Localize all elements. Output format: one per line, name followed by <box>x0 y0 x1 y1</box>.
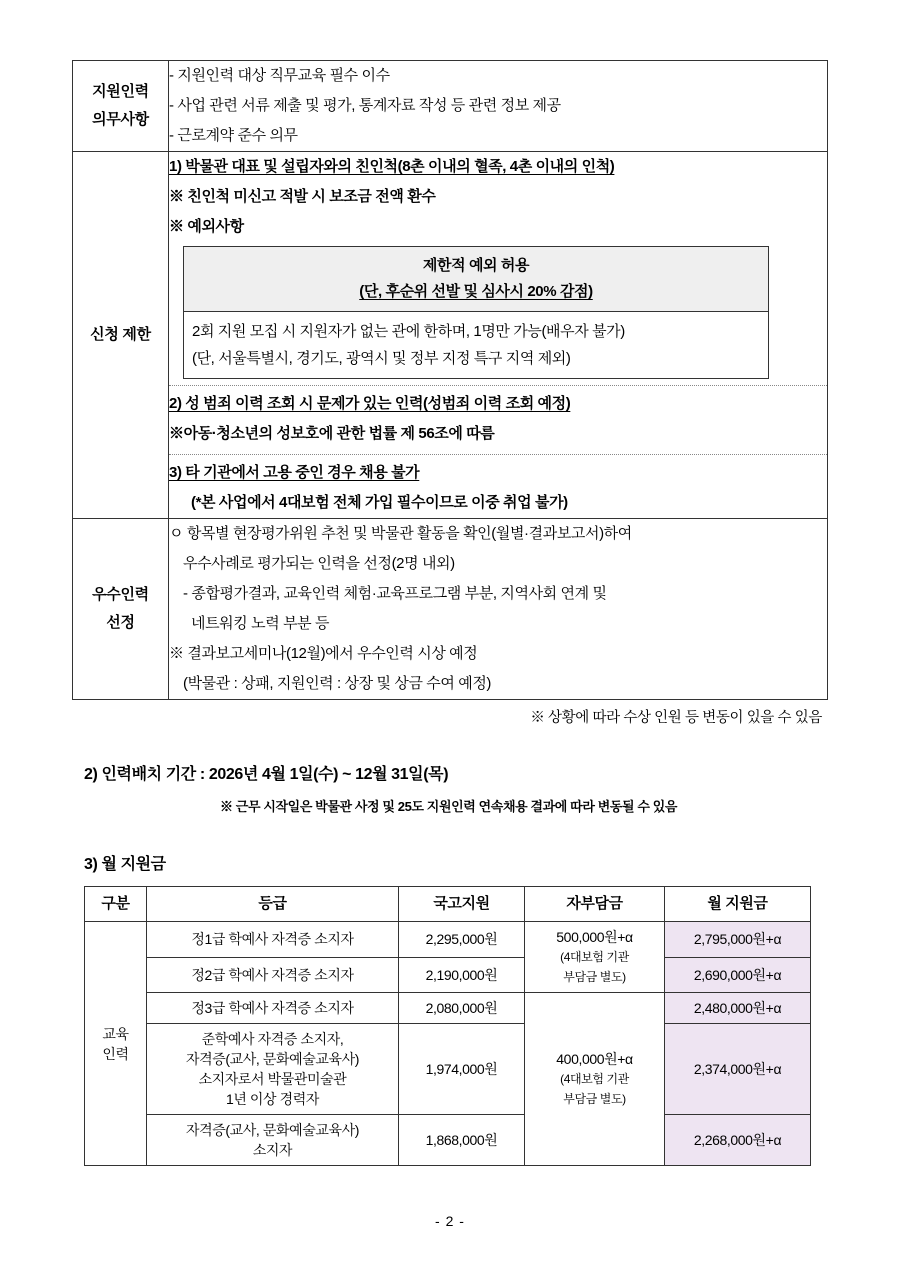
grade-line: 자격증(교사, 문화예술교육사) <box>186 1122 359 1138</box>
exception-box <box>183 246 769 379</box>
national-cell: 2,190,000원 <box>399 957 525 993</box>
grade-line: 자격증(교사, 문화예술교육사) <box>186 1051 359 1067</box>
monthly-cell: 2,480,000원+α <box>665 993 811 1024</box>
excellent-line: 우수사례로 평가되는 인력을 선정(2명 내외) <box>183 555 455 572</box>
column-header-selfpay: 자부담금 <box>525 887 665 922</box>
section-3-heading: 3) 월 지원금 <box>84 856 166 873</box>
exception-body-row <box>184 312 769 379</box>
table-row <box>85 1024 811 1115</box>
table-row <box>85 957 811 993</box>
restriction-item2-note: ※아동·청소년의 성보호에 관한 법률 제 56조에 따름 <box>169 425 495 442</box>
selfpay-line: 부담금 별도) <box>563 970 626 984</box>
column-header-monthly: 월 지원금 <box>665 887 811 922</box>
row-label-line: 지원인력 <box>92 83 149 100</box>
selfpay-line: 400,000원+α <box>556 1051 633 1067</box>
duty-line: - 근로계약 준수 의무 <box>169 127 298 144</box>
restriction-item1-note1: ※ 친인척 미신고 적발 시 보조금 전액 환수 <box>169 188 436 205</box>
grade-line: 준학예사 자격증 소지자, <box>201 1031 344 1047</box>
page-number: - 2 - <box>435 1213 465 1229</box>
selfpay-line: (4대보험 기관 <box>560 950 629 964</box>
excellent-line: ※ 결과보고세미나(12월)에서 우수인력 시상 예정 <box>169 645 478 662</box>
selfpay-line: (4대보험 기관 <box>560 1072 629 1086</box>
column-header-grade: 등급 <box>147 887 399 922</box>
exception-head-row <box>184 247 769 312</box>
monthly-cell: 2,795,000원+α <box>665 922 811 958</box>
table-row <box>73 152 828 519</box>
table-row <box>85 1115 811 1166</box>
row-label-excellent <box>73 519 169 700</box>
grade-line: 소지자 <box>252 1142 293 1158</box>
selfpay-line: 부담금 별도) <box>563 1092 626 1106</box>
row-label-line: 의무사항 <box>92 111 149 128</box>
row-label-line: 선정 <box>106 614 135 631</box>
excellent-line: ㅇ 항목별 현장평가위원 추천 및 박물관 활동을 확인(월별·결과보고서)하여 <box>169 525 632 542</box>
category-line: 인력 <box>102 1045 129 1062</box>
divider <box>169 385 827 386</box>
national-cell: 2,295,000원 <box>399 922 525 958</box>
column-header-national: 국고지원 <box>399 887 525 922</box>
exception-body-line: 2회 지원 모집 시 지원자가 없는 관에 한하며, 1명만 가능(배우자 불가) <box>192 323 625 340</box>
category-line: 교육 <box>102 1025 129 1042</box>
section-2-note: ※ 근무 시작일은 박물관 사정 및 25도 지원인력 연속채용 결과에 따라 변동될 수 있음 <box>220 799 678 814</box>
monthly-cell: 2,374,000원+α <box>665 1024 811 1115</box>
monthly-support-table <box>84 886 811 1166</box>
row-label-line: 우수인력 <box>92 586 149 603</box>
grade-cell <box>147 1115 399 1166</box>
table-row <box>85 922 811 958</box>
restriction-item1-note2: ※ 예외사항 <box>169 218 244 235</box>
grade-line: 1년 이상 경력자 <box>225 1091 320 1107</box>
monthly-cell: 2,690,000원+α <box>665 957 811 993</box>
table-header-row <box>85 887 811 922</box>
grade-line: 소지자로서 박물관미술관 <box>198 1071 347 1087</box>
excellent-line: - 종합평가결과, 교육인력 체험·교육프로그램 부분, 지역사회 연계 및 <box>183 585 607 602</box>
table-row <box>73 61 828 152</box>
exception-head-line: (단, 후순위 선발 및 심사시 20% 감점) <box>359 283 593 300</box>
restriction-item3-title: 3) 타 기관에서 고용 중인 경우 채용 불가 <box>169 464 420 481</box>
monthly-cell: 2,268,000원+α <box>665 1115 811 1166</box>
grade-cell <box>147 1024 399 1115</box>
requirements-table <box>72 60 828 700</box>
table-row <box>73 519 828 700</box>
row-body-duties <box>169 61 828 152</box>
restriction-item1-title: 1) 박물관 대표 및 설립자와의 친인척(8촌 이내의 혈족, 4촌 이내의 인척) <box>169 158 615 175</box>
restriction-item3-note: (*본 사업에서 4대보험 전체 가입 필수이므로 이중 취업 불가) <box>191 494 568 511</box>
exception-body-line: (단, 서울특별시, 경기도, 광역시 및 정부 지정 특구 지역 제외) <box>192 350 571 367</box>
duty-line: - 지원인력 대상 직무교육 필수 이수 <box>169 67 390 84</box>
national-cell: 1,974,000원 <box>399 1024 525 1115</box>
row-label-line: 신청 제한 <box>90 326 151 343</box>
row-body-excellent <box>169 519 828 700</box>
grade-cell: 정3급 학예사 자격증 소지자 <box>147 993 399 1024</box>
exception-body-cell <box>184 312 769 379</box>
category-cell <box>85 922 147 1166</box>
selfpay-cell <box>525 993 665 1166</box>
selfpay-cell <box>525 922 665 993</box>
exception-head-cell <box>184 247 769 312</box>
section-2-heading: 2) 인력배치 기간 : 2026년 4월 1일(수) ~ 12월 31일(목) <box>84 766 449 783</box>
table-footnote: ※ 상황에 따라 수상 인원 등 변동이 있을 수 있음 <box>530 710 822 726</box>
divider <box>169 454 827 455</box>
selfpay-line: 500,000원+α <box>556 929 633 945</box>
table-row <box>85 993 811 1024</box>
row-label-duties <box>73 61 169 152</box>
column-header-category: 구분 <box>85 887 147 922</box>
national-cell: 2,080,000원 <box>399 993 525 1024</box>
exception-head-line: 제한적 예외 허용 <box>422 257 530 274</box>
grade-cell: 정2급 학예사 자격증 소지자 <box>147 957 399 993</box>
duty-line: - 사업 관련 서류 제출 및 평가, 통계자료 작성 등 관련 정보 제공 <box>169 97 561 114</box>
row-body-restriction <box>169 152 828 519</box>
row-label-restriction <box>73 152 169 519</box>
national-cell: 1,868,000원 <box>399 1115 525 1166</box>
restriction-item2-title: 2) 성 범죄 이력 조회 시 문제가 있는 인력(성범죄 이력 조회 예정) <box>169 395 571 412</box>
grade-cell: 정1급 학예사 자격증 소지자 <box>147 922 399 958</box>
excellent-line: 네트워킹 노력 부분 등 <box>191 615 330 632</box>
excellent-line: (박물관 : 상패, 지원인력 : 상장 및 상금 수여 예정) <box>183 675 492 692</box>
